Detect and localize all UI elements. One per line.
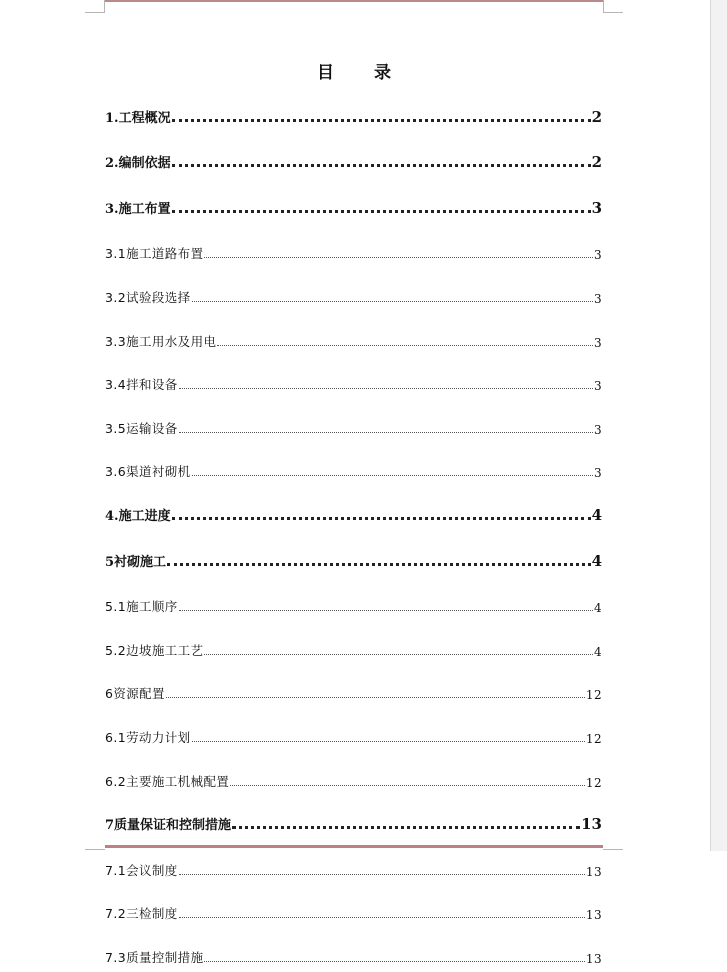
toc-leader-dots	[204, 961, 584, 962]
toc-entry-page-number: 3	[593, 422, 602, 437]
toc-entry[interactable]	[105, 225, 602, 269]
toc-entry-label: 6.1劳动力计划	[105, 729, 191, 745]
toc-entry-page-number: 4	[591, 505, 602, 524]
toc-entry-page-number: 12	[585, 731, 602, 746]
toc-leader-dots	[172, 119, 591, 122]
toc-entry-page-number: 12	[585, 688, 602, 703]
toc-entry-label: 4.施工进度	[105, 508, 171, 524]
page-boundary-top	[105, 0, 603, 2]
toc-entry[interactable]	[105, 312, 602, 356]
toc-entry-label: 5衬砌施工	[105, 554, 167, 570]
toc-entry-page-number: 3	[593, 379, 602, 394]
toc-entry-label: 5.1施工顺序	[105, 599, 178, 615]
crop-mark-bottom-left-h	[85, 849, 105, 850]
toc-entry-page-number: 13	[581, 815, 602, 834]
toc-entry-page-number: 13	[585, 908, 602, 923]
toc-entry[interactable]	[105, 443, 602, 487]
toc-entry-label: 7质量保证和控制措施	[105, 818, 232, 834]
toc-entry-label: 3.6渠道衬砌机	[105, 464, 191, 480]
toc-leader-dots	[167, 563, 591, 566]
crop-mark-top-right-v	[603, 0, 604, 13]
toc-leader-dots	[179, 388, 593, 389]
toc-leader-dots	[204, 654, 592, 655]
toc-entry[interactable]	[105, 665, 602, 709]
toc-leader-dots	[166, 697, 585, 698]
toc-leader-dots	[192, 741, 585, 742]
toc-entry-page-number: 12	[585, 775, 602, 790]
toc-entry-label: 3.5运输设备	[105, 420, 178, 436]
toc-entry-page-number: 13	[585, 951, 602, 966]
toc-entry-page-number: 4	[593, 644, 602, 659]
toc-entry[interactable]	[105, 885, 602, 929]
toc-entry[interactable]	[105, 268, 602, 312]
toc-leader-dots	[179, 917, 585, 918]
toc-leader-dots	[179, 610, 593, 611]
toc-entry[interactable]	[105, 752, 602, 796]
toc-entry-label: 7.2三检制度	[105, 906, 178, 922]
toc-entry-label: 3.3施工用水及用电	[105, 333, 217, 349]
toc-entry[interactable]	[105, 928, 602, 972]
toc-leader-dots	[230, 785, 585, 786]
toc-entry-page-number: 3	[593, 335, 602, 350]
toc-entry-label: 3.4拌和设备	[105, 377, 178, 393]
toc-entry-page-number: 4	[593, 601, 602, 616]
toc-entry[interactable]	[105, 708, 602, 752]
toc-entry[interactable]	[105, 841, 602, 885]
toc-leader-dots	[192, 475, 593, 476]
toc-entry[interactable]	[105, 796, 602, 842]
toc-entry[interactable]	[105, 356, 602, 400]
toc-entry-page-number: 2	[591, 153, 602, 172]
toc-entry-page-number: 3	[593, 466, 602, 481]
toc-entry[interactable]	[105, 134, 602, 180]
toc-entry[interactable]	[105, 88, 602, 134]
toc-entry-label: 7.1会议制度	[105, 862, 178, 878]
toc-entry[interactable]	[105, 621, 602, 665]
toc-leader-dots	[172, 164, 591, 167]
toc-leader-dots	[232, 826, 580, 829]
toc-entry-label: 6.2主要施工机械配置	[105, 773, 230, 789]
crop-mark-top-left-h	[85, 12, 105, 13]
toc-entry[interactable]	[105, 578, 602, 622]
toc-entry-label: 3.1施工道路布置	[105, 246, 204, 262]
toc-leader-dots	[204, 257, 592, 258]
toc-leader-dots	[192, 301, 593, 302]
toc-entry-label: 2.编制依据	[105, 156, 171, 172]
table-of-contents	[105, 88, 602, 972]
toc-leader-dots	[172, 517, 591, 520]
toc-entry[interactable]	[105, 532, 602, 578]
toc-entry-label: 7.3质量控制措施	[105, 949, 204, 965]
toc-entry-page-number: 3	[593, 291, 602, 306]
toc-entry[interactable]	[105, 179, 602, 225]
toc-entry-page-number: 4	[591, 551, 602, 570]
crop-mark-bottom-right-h	[603, 849, 623, 850]
toc-leader-dots	[179, 874, 585, 875]
toc-entry-page-number: 3	[593, 248, 602, 263]
toc-leader-dots	[217, 345, 593, 346]
toc-entry-label: 5.2边坡施工工艺	[105, 642, 204, 658]
toc-entry[interactable]	[105, 399, 602, 443]
toc-title: 目 录	[317, 63, 393, 83]
toc-entry-label: 1.工程概况	[105, 110, 171, 126]
toc-entry-page-number: 2	[591, 107, 602, 126]
toc-leader-dots	[179, 432, 593, 433]
crop-mark-top-right-h	[603, 12, 623, 13]
toc-entry-label: 3.施工布置	[105, 201, 171, 217]
toc-leader-dots	[172, 210, 591, 213]
toc-entry-page-number: 3	[591, 198, 602, 217]
toc-entry-label: 3.2试验段选择	[105, 289, 191, 305]
toc-entry-page-number: 13	[585, 864, 602, 879]
scrollbar-gutter[interactable]	[710, 0, 727, 851]
toc-entry[interactable]	[105, 486, 602, 532]
toc-entry-label: 6资源配置	[105, 686, 165, 702]
